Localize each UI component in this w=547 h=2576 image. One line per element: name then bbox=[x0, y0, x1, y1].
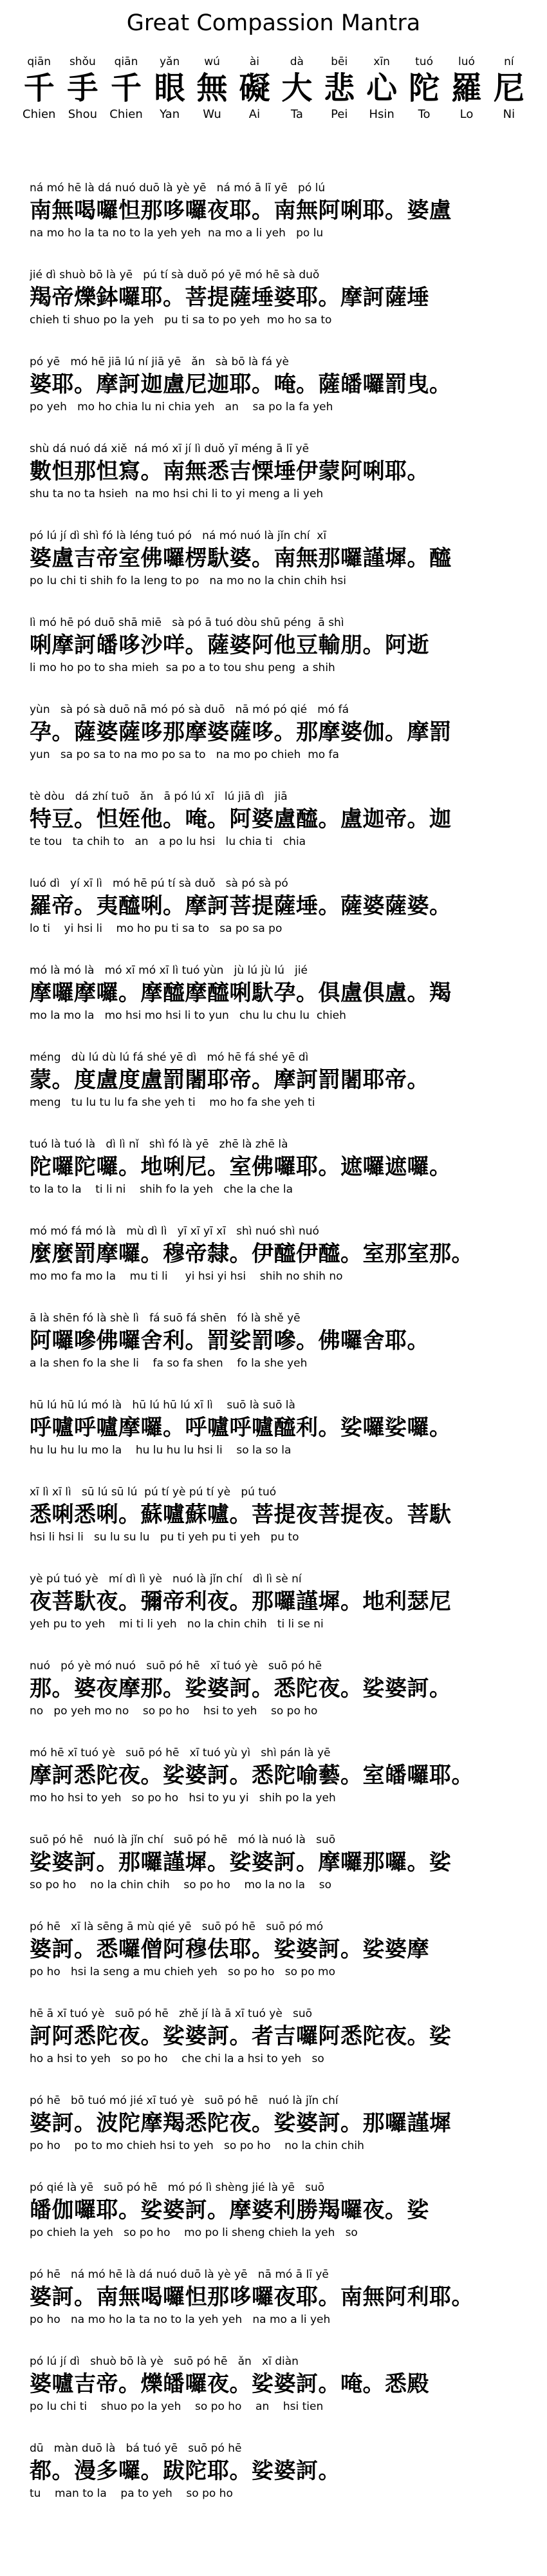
pinyin-line: yùn sà pó sà duō nā mó pó sà duō nā mó pó qié mó fá bbox=[30, 703, 349, 716]
pinyin-line: lì mó hē pó duō shā miē sà pó ā tuó dòu shū péng ā shì bbox=[30, 616, 344, 629]
mantra-stanza bbox=[30, 1484, 532, 1562]
title-romanization: Chien bbox=[23, 108, 56, 121]
chinese-line: 孕。薩婆薩哆那摩婆薩哆。那摩婆伽。摩罰 bbox=[30, 719, 452, 745]
title-hanzi: 尼 bbox=[493, 70, 524, 106]
title-hanzi: 大 bbox=[281, 70, 313, 106]
title-hanzi: 悲 bbox=[324, 70, 355, 106]
title-romanization: Hsin bbox=[369, 108, 394, 121]
chinese-line: 婆訶。悉囉僧阿穆佉耶。娑婆訶。娑婆摩 bbox=[30, 1937, 429, 1962]
romanization-line: shu ta no ta hsieh na mo hsi chi li to yi meng a li yeh bbox=[30, 488, 324, 500]
romanization-line: po lu chi ti shuo po la yeh so po ho an hsi tien bbox=[30, 2400, 324, 2413]
pinyin-line: dū màn duō là bá tuó yē suō pó hē bbox=[30, 2442, 242, 2455]
chinese-line: 數怛那怛寫。南無悉吉慄埵伊蒙阿唎耶。 bbox=[30, 459, 429, 484]
title-pinyin: dà bbox=[290, 55, 304, 68]
romanization-line: mo mo fa mo la mu ti li yi hsi yi hsi shih no shih no bbox=[30, 1270, 343, 1283]
page-title: Great Compassion Mantra bbox=[126, 10, 421, 36]
title-hanzi: 無 bbox=[196, 70, 228, 106]
title-pinyin: luó bbox=[458, 55, 475, 68]
chinese-line: 夜菩馱夜。彌帝利夜。那囉謹墀。地利瑟尼 bbox=[30, 1589, 452, 1615]
pinyin-line: jié dì shuò bō là yē pú tí sà duǒ pó yē mó hē sà duǒ bbox=[30, 269, 320, 281]
pinyin-line: xī lì xī lì sū lú sū lú pú tí yè pú tí yè pú tuó bbox=[30, 1486, 277, 1499]
mantra-stanza bbox=[30, 354, 532, 431]
chinese-line: 呼嚧呼嚧摩囉。呼嚧呼嚧醯利。娑囉娑囉。 bbox=[30, 1415, 452, 1441]
title-hanzi: 千 bbox=[110, 70, 142, 106]
pinyin-line: suō pó hē nuó là jǐn chí suō pó hē mó là nuó là suō bbox=[30, 1833, 336, 1846]
pinyin-line: hē ā xī tuó yè suō pó hē zhě jí là ā xī tuó yè suō bbox=[30, 2007, 313, 2020]
mantra-stanza bbox=[30, 1050, 532, 1127]
title-pinyin: ní bbox=[504, 55, 514, 68]
mantra-stanza bbox=[30, 2441, 532, 2518]
title-pinyin: shǒu bbox=[69, 55, 96, 68]
chinese-line: 婆耶。摩訶迦盧尼迦耶。唵。薩皤囉罰曳。 bbox=[30, 372, 452, 397]
romanization-line: ho a hsi to yeh so po ho che chi la a hsi to yeh so bbox=[30, 2052, 324, 2065]
chinese-line: 陀囉陀囉。地唎尼。室佛囉耶。遮囉遮囉。 bbox=[30, 1154, 452, 1180]
romanization-line: so po ho no la chin chih so po ho mo la no la so bbox=[30, 1879, 331, 1891]
chinese-line: 悉唎悉唎。蘇嚧蘇嚧。菩提夜菩提夜。菩馱 bbox=[30, 1502, 452, 1528]
romanization-line: chieh ti shuo po la yeh pu ti sa to po yeh mo ho sa to bbox=[30, 314, 332, 327]
mantra-stanza bbox=[30, 1397, 532, 1475]
mantra-stanza bbox=[30, 2180, 532, 2257]
chinese-line: 麼麼罰摩囉。穆帝隸。伊醯伊醯。室那室那。 bbox=[30, 1241, 474, 1267]
romanization-line: na mo ho la ta no to la yeh yeh na mo a li yeh po lu bbox=[30, 227, 324, 240]
mantra-stanza bbox=[30, 615, 532, 692]
mantra-stanza bbox=[30, 1224, 532, 1301]
mantra-stanza bbox=[30, 528, 532, 605]
pinyin-line: pó hē xī là sēng ā mù qié yē suō pó hē suō pó mó bbox=[30, 1920, 324, 1933]
chinese-line: 蒙。度盧度盧罰闍耶帝。摩訶罰闍耶帝。 bbox=[30, 1067, 429, 1093]
pinyin-line: pó hē ná mó hē là dá nuó duō là yè yē nā mó ā lī yē bbox=[30, 2268, 329, 2281]
mantra-stanza bbox=[30, 789, 532, 866]
title-hanzi: 羅 bbox=[450, 70, 482, 106]
chinese-line: 都。漫多囉。跋陀耶。娑婆訶。 bbox=[30, 2458, 340, 2484]
mantra-stanza bbox=[30, 441, 532, 518]
chinese-line: 摩囉摩囉。摩醯摩醯唎馱孕。俱盧俱盧。羯 bbox=[30, 980, 452, 1006]
title-hanzi: 手 bbox=[67, 70, 98, 106]
title-romanization: Chien bbox=[109, 108, 143, 121]
mantra-stanza bbox=[30, 1919, 532, 1996]
romanization-line: hsi li hsi li su lu su lu pu ti yeh pu ti yeh pu to bbox=[30, 1531, 299, 1544]
chinese-line: 羅帝。夷醯唎。摩訶菩提薩埵。薩婆薩婆。 bbox=[30, 893, 452, 919]
pinyin-line: luó dì yí xī lì mó hē pú tí sà duǒ sà pó sà pó bbox=[30, 877, 288, 890]
chinese-line: 婆嚧吉帝。爍皤囉夜。娑婆訶。唵。悉殿 bbox=[30, 2371, 429, 2397]
mantra-stanza bbox=[30, 1311, 532, 1388]
chinese-line: 摩訶悉陀夜。娑婆訶。悉陀喻藝。室皤囉耶。 bbox=[30, 1763, 474, 1788]
title-romanization: Lo bbox=[459, 108, 474, 121]
pinyin-line: pó hē bō tuó mó jié xī tuó yè suō pó hē nuó là jǐn chí bbox=[30, 2094, 338, 2107]
pinyin-line: tè dòu dá zhí tuō ǎn ā pó lú xī lú jiā dì jiā bbox=[30, 790, 288, 803]
title-hanzi: 陀 bbox=[409, 70, 440, 106]
mantra-stanza bbox=[30, 267, 532, 345]
mantra-stanza bbox=[30, 1745, 532, 1823]
romanization-line: li mo ho po to sha mieh sa po a to tou shu peng a shih bbox=[30, 661, 335, 674]
pinyin-line: pó lú jí dì shuò bō là yè suō pó hē ǎn xī diàn bbox=[30, 2355, 299, 2368]
pinyin-line: mó là mó là mó xī mó xī lì tuó yùn jù lú jù lú jié bbox=[30, 964, 308, 977]
romanization-line: yeh pu to yeh mi ti li yeh no la chin chih ti li se ni bbox=[30, 1618, 324, 1631]
title-romanization: To bbox=[418, 108, 431, 121]
pinyin-line: tuó là tuó là dì lì nǐ shì fó là yē zhē là zhē là bbox=[30, 1138, 288, 1151]
romanization-line: mo ho hsi to yeh so po ho hsi to yu yi shih po la yeh bbox=[30, 1792, 336, 1804]
pinyin-line: hū lú hū lú mó là hū lú hū lú xī lì suō là suō là bbox=[30, 1399, 295, 1412]
chinese-line: 訶阿悉陀夜。娑婆訶。者吉囉阿悉陀夜。娑 bbox=[30, 2023, 452, 2049]
romanization-line: lo ti yi hsi li mo ho pu ti sa to sa po sa po bbox=[30, 922, 283, 935]
chinese-line: 娑婆訶。那囉謹墀。娑婆訶。摩囉那囉。娑 bbox=[30, 1850, 452, 1875]
mantra-stanza bbox=[30, 1137, 532, 1214]
title-romanization: Wu bbox=[203, 108, 221, 121]
title-pinyin: yǎn bbox=[160, 55, 180, 68]
title-romanization: Ai bbox=[248, 108, 261, 121]
mantra-stanza bbox=[30, 2093, 532, 2170]
pinyin-line: nuó pó yè mó nuó suō pó hē xī tuó yè suō pó hē bbox=[30, 1660, 322, 1672]
romanization-line: a la shen fo la she li fa so fa shen fo la she yeh bbox=[30, 1357, 308, 1370]
pinyin-line: mó hē xī tuó yè suō pó hē xī tuó yù yì shì pán là yē bbox=[30, 1747, 331, 1759]
title-pinyin: wú bbox=[204, 55, 220, 68]
romanization-line: tu man to la pa to yeh so po ho bbox=[30, 2487, 233, 2500]
mantra-stanza bbox=[30, 1658, 532, 1736]
pinyin-line: mó mó fá mó là mù dì lì yī xī yī xī shì nuó shì nuó bbox=[30, 1225, 319, 1238]
title-romanization: Ta bbox=[290, 108, 303, 121]
romanization-line: hu lu hu lu mo la hu lu hu lu hsi li so la so la bbox=[30, 1444, 292, 1457]
romanization-line: mo la mo la mo hsi mo hsi li to yun chu lu chu lu chieh bbox=[30, 1009, 346, 1022]
mantra-stanza bbox=[30, 702, 532, 779]
chinese-line: 皤伽囉耶。娑婆訶。摩婆利勝羯囉夜。娑 bbox=[30, 2197, 429, 2223]
chinese-line: 羯帝爍鉢囉耶。菩提薩埵婆耶。摩訶薩埵 bbox=[30, 285, 429, 310]
mantra-stanza bbox=[30, 2006, 532, 2083]
pinyin-line: pó lú jí dì shì fó là léng tuó pó ná mó nuó là jǐn chí xī bbox=[30, 529, 327, 542]
chinese-line: 阿囉嘇佛囉舍利。罰娑罰嘇。佛囉舍耶。 bbox=[30, 1328, 429, 1354]
mantra-stanza bbox=[30, 876, 532, 953]
pinyin-line: shù dá nuó dá xiě ná mó xī jí lì duǒ yī méng ā lī yē bbox=[30, 442, 310, 455]
title-romanization: Yan bbox=[160, 108, 180, 121]
mantra-stanza bbox=[30, 180, 532, 258]
romanization-line: po ho hsi la seng a mu chieh yeh so po ho so po mo bbox=[30, 1965, 335, 1978]
romanization-line: po yeh mo ho chia lu ni chia yeh an sa po la fa yeh bbox=[30, 401, 333, 413]
romanization-line: po ho na mo ho la ta no to la yeh yeh na mo a li yeh bbox=[30, 2313, 331, 2326]
romanization-line: te tou ta chih to an a po lu hsi lu chia ti chia bbox=[30, 835, 306, 848]
chinese-line: 特豆。怛姪他。唵。阿婆盧醯。盧迦帝。迦 bbox=[30, 806, 452, 832]
title-pinyin: qiān bbox=[27, 55, 51, 68]
romanization-line: po ho po to mo chieh hsi to yeh so po ho no la chin chih bbox=[30, 2139, 364, 2152]
mantra-stanza bbox=[30, 1832, 532, 1909]
pinyin-line: ā là shēn fó là shè lì fá suō fá shēn fó là shě yē bbox=[30, 1312, 301, 1325]
chinese-line: 唎摩訶皤哆沙咩。薩婆阿他豆輸朋。阿逝 bbox=[30, 632, 429, 658]
chinese-line: 婆盧吉帝室佛囉楞馱婆。南無那囉謹墀。醯 bbox=[30, 545, 452, 571]
pinyin-line: pó yē mó hē jiā lú ní jiā yē ǎn sà bō là fá yè bbox=[30, 355, 289, 368]
title-hanzi: 心 bbox=[366, 70, 398, 106]
title-romanization: Shou bbox=[68, 108, 97, 121]
pinyin-line: yè pú tuó yè mí dì lì yè nuó là jǐn chí dì lì sè ní bbox=[30, 1573, 302, 1586]
pinyin-line: pó qié là yē suō pó hē mó pó lì shèng jié là yē suō bbox=[30, 2181, 325, 2194]
title-hanzi: 礙 bbox=[239, 70, 270, 106]
pinyin-line: ná mó hē là dá nuó duō là yè yē ná mó ā lī yē pó lú bbox=[30, 182, 326, 194]
title-hanzi: 眼 bbox=[154, 70, 185, 106]
mantra-stanza bbox=[30, 2354, 532, 2431]
romanization-line: no po yeh mo no so po ho hsi to yeh so po ho bbox=[30, 1705, 318, 1718]
mantra-stanza bbox=[30, 963, 532, 1040]
title-romanization: Pei bbox=[331, 108, 348, 121]
title-hanzi: 千 bbox=[23, 70, 55, 106]
chinese-line: 南無喝囉怛那哆囉夜耶。南無阿唎耶。婆盧 bbox=[30, 198, 452, 223]
chinese-line: 婆訶。南無喝囉怛那哆囉夜耶。南無阿利耶。 bbox=[30, 2284, 474, 2310]
romanization-line: yun sa po sa to na mo po sa to na mo po chieh mo fa bbox=[30, 748, 339, 761]
mantra-stanza bbox=[30, 1571, 532, 1649]
chinese-line: 那。婆夜摩那。娑婆訶。悉陀夜。娑婆訶。 bbox=[30, 1676, 452, 1701]
title-romanization: Ni bbox=[503, 108, 515, 121]
mantra-stanza bbox=[30, 2267, 532, 2344]
title-pinyin: qiān bbox=[114, 55, 138, 68]
romanization-line: po lu chi ti shih fo la leng to po na mo no la chin chih hsi bbox=[30, 574, 346, 587]
title-pinyin: ài bbox=[249, 55, 260, 68]
title-pinyin: tuó bbox=[415, 55, 433, 68]
title-pinyin: bēi bbox=[331, 55, 348, 68]
romanization-line: to la to la ti li ni shih fo la yeh che la che la bbox=[30, 1183, 293, 1196]
pinyin-line: méng dù lú dù lú fá shé yē dì mó hē fá shé yē dì bbox=[30, 1051, 309, 1064]
title-pinyin: xīn bbox=[373, 55, 390, 68]
chinese-line: 婆訶。波陀摩羯悉陀夜。娑婆訶。那囉謹墀 bbox=[30, 2110, 452, 2136]
romanization-line: po chieh la yeh so po ho mo po li sheng chieh la yeh so bbox=[30, 2226, 358, 2239]
romanization-line: meng tu lu tu lu fa she yeh ti mo ho fa she yeh ti bbox=[30, 1096, 315, 1109]
